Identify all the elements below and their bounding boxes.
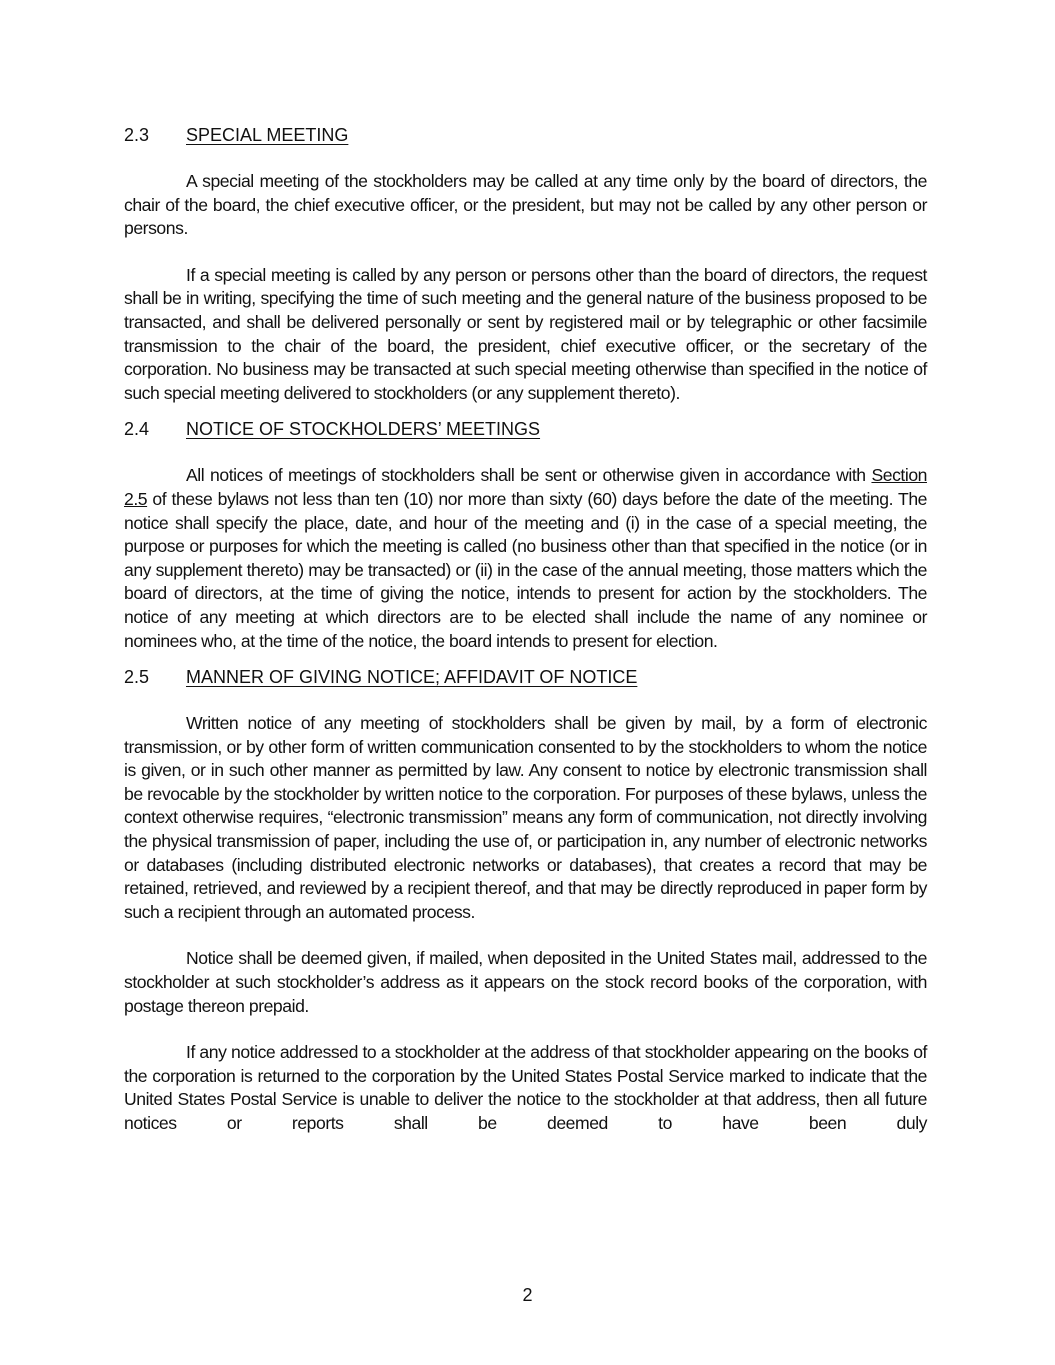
paragraph: A special meeting of the stockholders may be called at any time only by the board of directors, the chair of the board, the chief executive officer, or the president, but may not be called by any other person or persons. [124, 171, 927, 239]
paragraph [124, 464, 927, 653]
paragraph-text: of these bylaws not less than ten (10) nor more than sixty (60) days before the date of the meeting. The notice shall specify the place, date, and hour of the meeting and (i) in the case of a special meeting, the purpose or purposes for which the meeting is called (no business other than that specified in the notice (or in any supplement thereto) may be transacted) or (ii) in the case of the annual meeting, those matters which the board of directors, at the time of giving the notice, intends to present for action by the stockholders. The notice of any meeting at which directors are to be elected shall include the name of any nominee or nominees who, at the time of the notice, the board intends to present for election. [124, 488, 927, 651]
page-number: 2 [522, 1285, 533, 1305]
section-title: NOTICE OF STOCKHOLDERS’ MEETINGS [186, 419, 541, 440]
paragraph: Written notice of any meeting of stockholders shall be given by mail, by a form of electronic transmission, or by other form of written communication consented to by the stockholders to whom the notice is given, or in such other manner as permitted by law. Any consent to notice by electronic transmission shall be revocable by the stockholder by written notice to the corporation. For purposes of these bylaws, unless the context otherwise requires, “electronic transmission” means any form of communication, not directly involving the physical transmission of paper, including the use of, or participation in, any number of electronic networks or databases (including distributed electronic networks or databases), that creates a record that may be retained, retrieved, and reviewed by a recipient thereof, and that may be directly reproduced in paper form by such a recipient through an automated process. [124, 713, 927, 922]
document-page [124, 123, 927, 1136]
section-heading-2-5 [124, 665, 927, 689]
section-number: 2.3 [124, 125, 150, 145]
section-number: 2.4 [124, 419, 150, 440]
section-reference-link: Section 2.5 [124, 465, 927, 509]
section-title: MANNER OF GIVING NOTICE; AFFIDAVIT OF NOTICE [186, 667, 638, 688]
section-heading-2-4 [124, 417, 927, 441]
paragraph: If a special meeting is called by any person or persons other than the board of directors, the request shall be in writing, specifying the time of such meeting and the general nature of the business proposed to be transacted, and shall be delivered personally or sent by registered mail or by telegraphic or other facsimile transmission to the chair of the board, the president, chief executive officer, or the secretary of the corporation. No business may be transacted at such special meeting otherwise than specified in the notice of such special meeting delivered to stockholders (or any supplement thereto). [124, 264, 927, 403]
paragraph: Notice shall be deemed given, if mailed, when deposited in the United States mail, addressed to the stockholder at such stockholder’s address as it appears on the stock record books of the corporation, with postage thereon prepaid. [124, 948, 927, 1016]
paragraph-text: All notices of meetings of stockholders shall be sent or otherwise given in accordance with [186, 465, 872, 486]
section-title: SPECIAL MEETING [186, 125, 349, 145]
section-heading-2-3 [124, 123, 927, 147]
paragraph: If any notice addressed to a stockholder at the address of that stockholder appearing on the books of the corporation is returned to the corporation by the United States Postal Service marked to indicate that the United States Postal Service is unable to deliver the notice to the stockholder at that address, then all future notices or reports shall be deemed to have been duly [124, 1042, 927, 1133]
section-number: 2.5 [124, 667, 150, 688]
